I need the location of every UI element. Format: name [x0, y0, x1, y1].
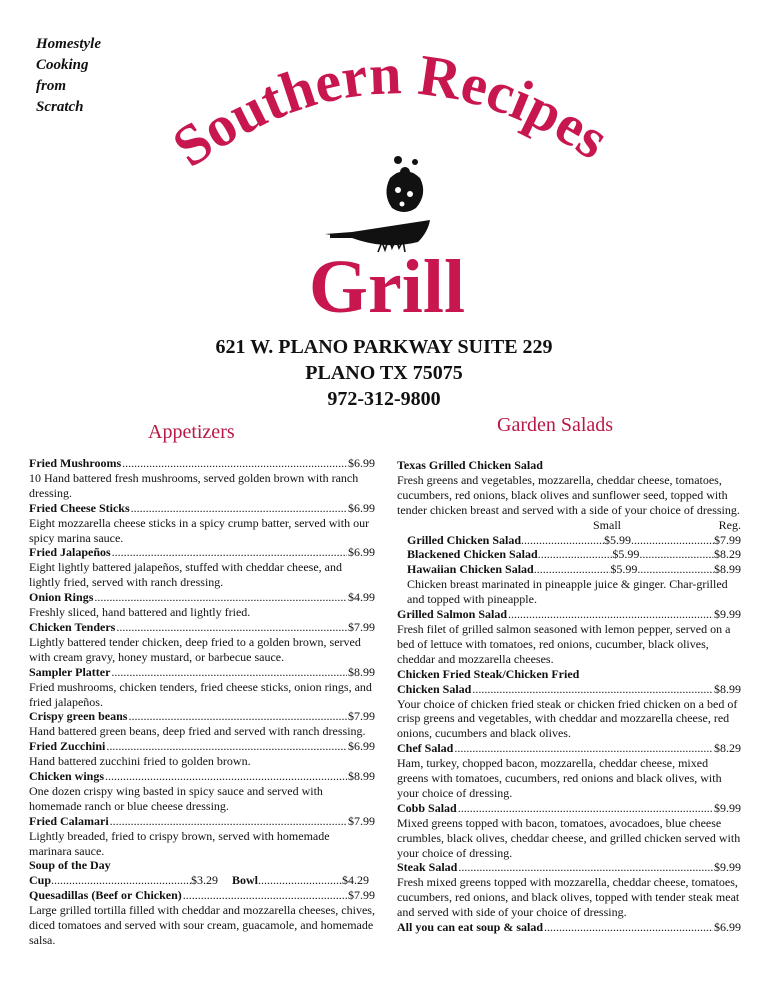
variant-small-price: $5.99	[604, 532, 632, 547]
item-name: Fried Zucchini	[29, 739, 106, 754]
menu-item	[29, 769, 375, 814]
item-price: $6.99	[714, 920, 741, 935]
item-description: One dozen crispy wing basted in spicy sauce and served with homemade ranch or blue cheese dressing.	[29, 783, 323, 813]
menu-item	[29, 620, 375, 665]
variant-name: Blackened Chicken Salad	[407, 547, 538, 562]
address-city: PLANO TX 75075	[305, 362, 463, 384]
item-price: $8.99	[714, 681, 741, 696]
item-name: Chicken wings	[29, 769, 105, 784]
soup-prices	[29, 873, 375, 888]
address-street: 621 W. PLANO PARKWAY SUITE 229	[215, 336, 553, 358]
item-description: Fresh mixed greens topped with mozzarella, cheddar cheese, tomatoes, cucumbers, red onions, and black olives, topped with tender steak meat and served with side of your choice of dressing.	[397, 875, 740, 920]
item-description: Large grilled tortilla filled with cheddar and mozzarella cheeses, chives, diced tomatoes and served with sour cream, guacamole, and homemade salsa.	[29, 903, 375, 947]
item-price: $6.99	[348, 456, 375, 470]
item-description: Fresh greens and vegetables, mozzarella, cheddar cheese, tomatoes, cucumbers, red onions, black olives and sunflower seed, topped with tender chicken breast and served with a side of your choice of dressing.	[397, 472, 740, 517]
menu-item	[29, 814, 375, 859]
item-price: $6.99	[348, 545, 375, 560]
tagline-line: Homestyle	[36, 36, 101, 52]
item-price: $9.99	[714, 607, 741, 622]
appetizers-column	[29, 456, 375, 948]
item-price: $4.99	[348, 590, 375, 605]
logo-title: Southern Recipes	[160, 41, 621, 180]
appetizers-heading: Appetizers	[148, 421, 235, 443]
logo-subtitle: Grill	[308, 245, 466, 329]
menu-item	[29, 456, 375, 501]
variant-small-price: $5.99	[610, 562, 638, 577]
item-description: Mixed greens topped with bacon, tomatoes, avocadoes, blue cheese crumbles, black olives, cheddar cheese, and grilled chicken served with your choice of dressing.	[397, 815, 741, 860]
menu-item	[29, 888, 375, 948]
tagline-line: Cooking	[36, 57, 89, 73]
item-description: Freshly sliced, hand battered and lightly fried.	[29, 605, 251, 620]
item-description: 10 Hand battered fresh mushrooms, served golden brown with ranch dressing.	[29, 470, 359, 500]
soup-of-the-day	[29, 858, 375, 888]
bowl-price: $4.29	[342, 873, 370, 888]
item-price: $9.99	[714, 800, 741, 815]
item-price: $6.99	[348, 739, 375, 754]
item-name: Chicken Tenders	[29, 619, 116, 634]
menu-item	[29, 709, 375, 739]
item-name: Grilled Salmon Salad	[397, 607, 508, 622]
item-name: Sampler Platter	[29, 664, 111, 679]
menu-item	[29, 665, 375, 710]
menu-item	[397, 860, 741, 920]
menu-item	[397, 607, 741, 667]
item-name: Crispy green beans	[29, 709, 128, 724]
item-name: Chef Salad	[397, 741, 454, 756]
salad-variant	[397, 562, 741, 577]
item-description: Eight mozzarella cheese sticks in a spicy crump batter, served with our spicy marina sauce.	[29, 515, 370, 545]
item-name: Steak Salad	[397, 860, 458, 875]
item-name: Texas Grilled Chicken Salad	[397, 458, 543, 472]
item-description: Lightly battered tender chicken, deep fried to a golden brown, served with cream gravy, honey mustard, or barbecue sauce.	[29, 634, 361, 664]
item-description: Fried mushrooms, chicken tenders, fried cheese sticks, onion rings, and fried jalapeños.	[29, 679, 372, 709]
item-description: Eight lightly battered jalapeños, stuffed with cheddar cheese, and lightly fried, served with ranch dressing.	[29, 560, 343, 590]
variant-description: Chicken breast marinated in pineapple juice & ginger. Char-grilled and topped with pineapple.	[407, 577, 728, 607]
item-name: Cobb Salad	[397, 800, 457, 815]
tagline-line: Scratch	[36, 99, 84, 115]
tagline-line: from	[36, 78, 66, 94]
item-price: $7.99	[348, 709, 375, 724]
size-header	[397, 518, 741, 533]
cup-price: $3.29	[191, 873, 219, 888]
item-price: $9.99	[714, 860, 741, 875]
variant-reg-price: $8.99	[714, 562, 742, 577]
item-name-prefix: Chicken Fried Steak/Chicken Fried	[397, 666, 580, 681]
address-block	[0, 334, 768, 412]
item-price: $8.99	[348, 769, 375, 784]
size-reg-label: Reg.	[718, 517, 741, 532]
menu-item	[397, 667, 741, 742]
item-name: Quesadillas (Beef or Chicken)	[29, 888, 182, 903]
item-name: Fried Jalapeños	[29, 545, 111, 560]
item-price: $6.99	[348, 500, 375, 515]
menu-item	[29, 545, 375, 590]
item-description: Hand battered zucchini fried to golden brown.	[29, 754, 251, 769]
menu-item	[397, 741, 741, 801]
menu-item	[29, 590, 375, 620]
texas-salad-group	[397, 458, 741, 607]
item-price: $7.99	[348, 888, 375, 903]
item-description: Your choice of chicken fried steak or chicken fried chicken on a bed of crisp greens and vegetables, with cheddar and mozzarella cheese, red onions, cucumbers and black olives.	[397, 696, 738, 741]
item-description: Fresh filet of grilled salmon seasoned with lemon pepper, served on a bed of lettuce with tomatoes, red onions, cucumber, black olives, cheddar and mozzarella cheeses.	[397, 621, 731, 666]
bowl-label: Bowl	[232, 873, 259, 888]
item-description: Hand battered green beans, deep fried and served with ranch dressing.	[29, 724, 366, 739]
variant-reg-price: $8.29	[714, 547, 742, 562]
item-name: Fried Mushrooms	[29, 456, 122, 470]
item-price: $8.99	[348, 664, 375, 679]
item-price: $7.99	[348, 619, 375, 634]
item-price: $8.29	[714, 741, 741, 756]
size-small-label: Small	[593, 517, 622, 532]
restaurant-logo	[0, 0, 768, 330]
variant-small-price: $5.99	[612, 547, 640, 562]
salads-column	[397, 458, 741, 935]
menu-item	[397, 801, 741, 861]
salad-variant	[397, 533, 741, 548]
chef-pan-icon	[325, 156, 430, 252]
garden-salads-heading: Garden Salads	[497, 414, 614, 436]
item-price: $7.99	[348, 813, 375, 828]
menu-item	[29, 739, 375, 769]
item-name: Chicken Salad	[397, 681, 472, 696]
variant-reg-price: $7.99	[714, 532, 741, 547]
salad-variant	[397, 547, 741, 562]
item-name: All you can eat soup & salad	[397, 920, 544, 935]
item-description: Ham, turkey, chopped bacon, mozzarella, cheddar cheese, mixed greens with tomatoes, cucumbers, red onions and black olives, with your choice of dressing.	[397, 756, 722, 800]
item-name: Onion Rings	[29, 590, 94, 605]
item-name: Fried Cheese Sticks	[29, 500, 130, 515]
menu-item	[29, 501, 375, 546]
variant-name: Grilled Chicken Salad	[407, 532, 522, 547]
address-phone: 972-312-9800	[327, 388, 441, 410]
cup-label: Cup	[29, 873, 52, 888]
variant-name: Hawaiian Chicken Salad	[407, 562, 534, 577]
item-name: Fried Calamari	[29, 813, 109, 828]
item-description: Lightly breaded, fried to crispy brown, served with homemade marinara sauce.	[29, 828, 330, 858]
menu-item	[397, 920, 741, 935]
soup-heading: Soup of the Day	[29, 858, 111, 873]
